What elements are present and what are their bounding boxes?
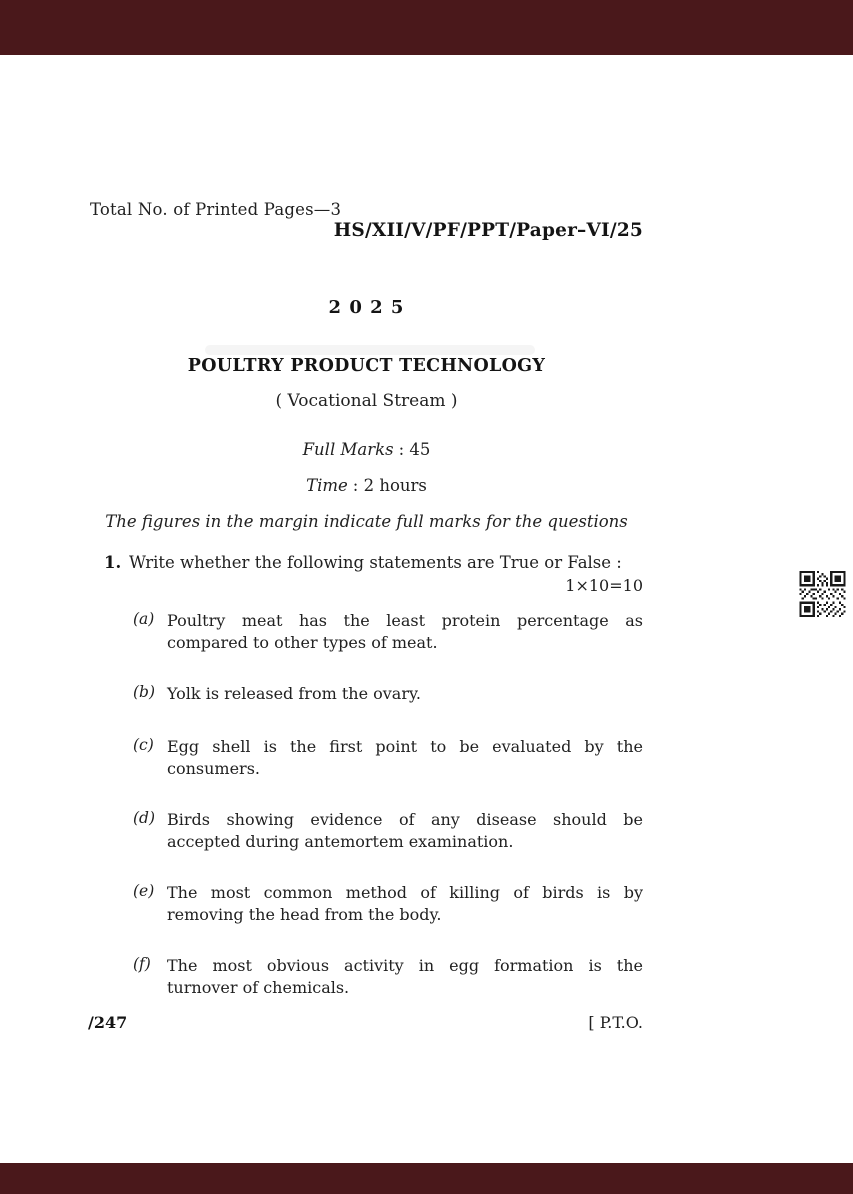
exam-year-heading: 2 0 2 5 xyxy=(328,297,405,318)
scan-smudge-artifact xyxy=(205,345,535,355)
question-number: 1. xyxy=(104,553,122,572)
paper-code: HS/XII/V/PF/PPT/Paper–VI/25 xyxy=(333,220,643,241)
paper-number: /247 xyxy=(88,1013,128,1032)
item-line: turnover of chemicals. xyxy=(167,978,350,997)
paper-title: POULTRY PRODUCT TECHNOLOGY xyxy=(187,356,546,376)
item-line: accepted during antemortem examination. xyxy=(167,832,514,851)
item-line: The most obvious activity in egg formation is the xyxy=(167,956,643,975)
item-line: Poultry meat has the least protein percentage as xyxy=(167,611,643,630)
item-label: (c) xyxy=(133,736,154,754)
time-value: : 2 hours xyxy=(352,476,427,495)
full-marks-value: : 45 xyxy=(398,440,431,459)
item-label: (e) xyxy=(133,882,155,900)
full-marks-line xyxy=(90,440,643,459)
pto-note: [ P.T.O. xyxy=(588,1013,643,1032)
item-line: removing the head from the body. xyxy=(167,905,442,924)
question-marks: 1×10=10 xyxy=(565,576,643,595)
top-scan-edge-bar xyxy=(0,0,853,55)
time-label: Time xyxy=(306,476,348,495)
question-1 xyxy=(90,553,643,572)
item-line: compared to other types of meat. xyxy=(167,633,438,652)
item-label: (f) xyxy=(133,955,151,973)
item-line: consumers. xyxy=(167,759,260,778)
item-label: (b) xyxy=(133,683,156,701)
item-line: Egg shell is the first point to be evaluated by the xyxy=(167,737,643,756)
item-line: The most common method of killing of birds is by xyxy=(167,883,643,902)
margin-instruction: The figures in the margin indicate full marks for the questions xyxy=(105,512,628,531)
full-marks-label: Full Marks xyxy=(302,440,394,459)
bottom-scan-edge-bar xyxy=(0,1163,853,1194)
stream-subtitle: ( Vocational Stream ) xyxy=(275,391,458,411)
total-pages-note: Total No. of Printed Pages—3 xyxy=(90,200,342,219)
item-line: Yolk is released from the ovary. xyxy=(167,684,421,703)
item-label: (a) xyxy=(133,610,155,628)
item-line: Birds showing evidence of any disease should be xyxy=(167,810,643,829)
question-text: Write whether the following statements are True or False : xyxy=(129,553,622,572)
item-label: (d) xyxy=(133,809,156,827)
time-line xyxy=(90,476,643,495)
qr-code-icon xyxy=(799,571,846,617)
